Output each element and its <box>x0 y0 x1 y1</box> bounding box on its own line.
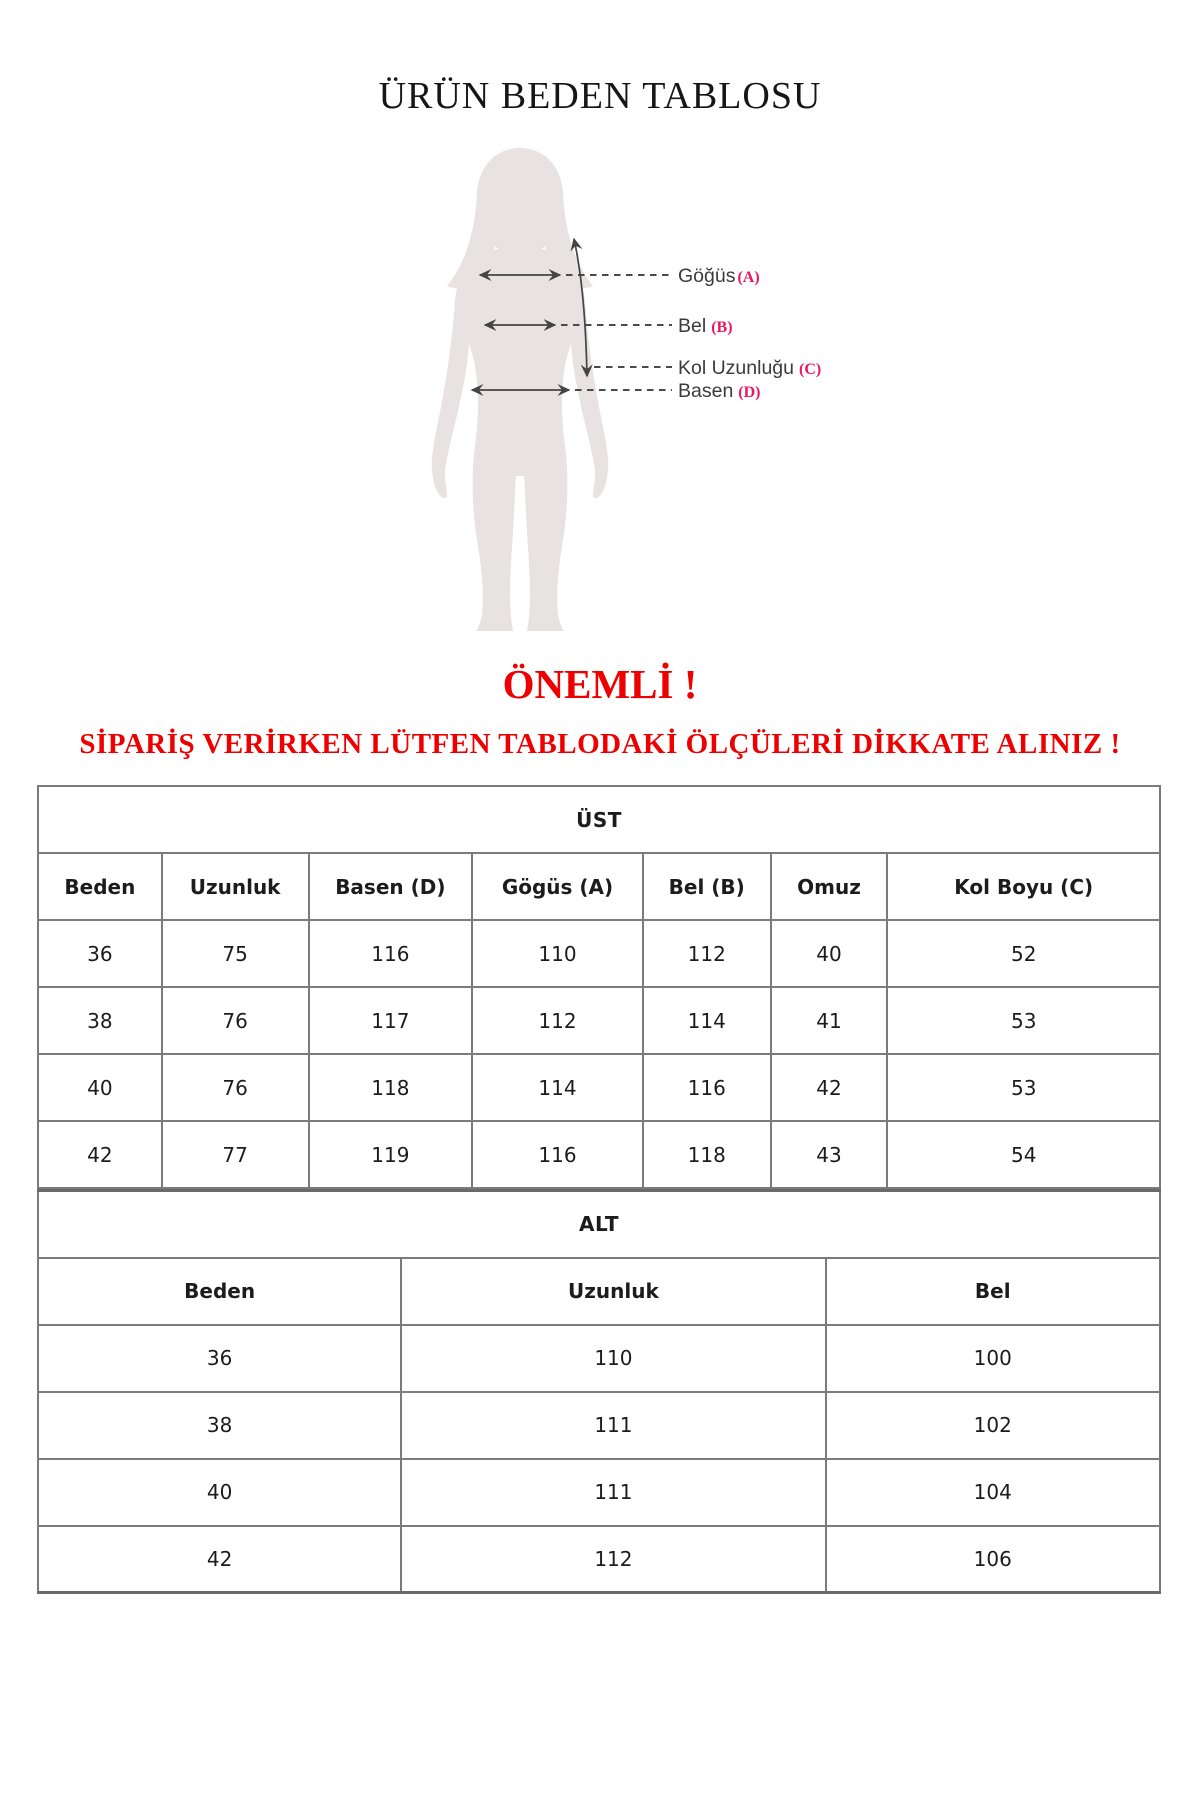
table-cell: 112 <box>472 987 643 1054</box>
table-cell: 76 <box>162 987 309 1054</box>
table-cell: 77 <box>162 1121 309 1188</box>
table-cell: 52 <box>887 920 1160 987</box>
table-cell: 111 <box>401 1459 825 1526</box>
table-cell: 36 <box>38 920 162 987</box>
table-cell: 117 <box>309 987 473 1054</box>
column-header-beden: Beden <box>38 853 162 920</box>
table-cell: 53 <box>887 1054 1160 1121</box>
table-row <box>38 1325 1160 1392</box>
arm-length-label: Kol Uzunluğu (C) <box>678 357 822 379</box>
table-cell: 38 <box>38 987 162 1054</box>
column-header-basen: Basen (D) <box>309 853 473 920</box>
table-row <box>38 1392 1160 1459</box>
page-title: ÜRÜN BEDEN TABLOSU <box>378 75 822 117</box>
column-header-uzunluk: Uzunluk <box>162 853 309 920</box>
table-cell: 54 <box>887 1121 1160 1188</box>
table-cell: 119 <box>309 1121 473 1188</box>
table-cell: 43 <box>771 1121 888 1188</box>
table-cell: 38 <box>38 1392 401 1459</box>
table-cell: 110 <box>401 1325 825 1392</box>
table-cell: 106 <box>826 1526 1160 1593</box>
body-measurement-diagram <box>280 140 840 645</box>
table-cell: 116 <box>472 1121 643 1188</box>
table-row <box>38 987 1160 1054</box>
column-header-uzunluk: Uzunluk <box>401 1258 825 1325</box>
measurement-figure <box>280 140 840 645</box>
table-cell: 112 <box>401 1526 825 1593</box>
table-cell: 76 <box>162 1054 309 1121</box>
table-cell: 53 <box>887 987 1160 1054</box>
alt-header-row <box>38 1258 1160 1325</box>
table-cell: 40 <box>38 1459 401 1526</box>
table-cell: 118 <box>309 1054 473 1121</box>
alt-section-title-row <box>38 1191 1160 1258</box>
ust-section-title: ÜST <box>38 786 1160 853</box>
table-cell: 102 <box>826 1392 1160 1459</box>
table-cell: 40 <box>38 1054 162 1121</box>
important-heading: ÖNEMLİ ! <box>502 661 698 707</box>
table-cell: 112 <box>643 920 771 987</box>
column-header-kol-boyu: Kol Boyu (C) <box>887 853 1160 920</box>
table-row <box>38 1121 1160 1188</box>
column-header-bel: Bel (B) <box>643 853 771 920</box>
alt-size-table <box>37 1189 1161 1594</box>
table-row <box>38 920 1160 987</box>
table-cell: 42 <box>38 1121 162 1188</box>
table-cell: 116 <box>309 920 473 987</box>
body-silhouette <box>432 246 609 631</box>
table-cell: 100 <box>826 1325 1160 1392</box>
table-cell: 36 <box>38 1325 401 1392</box>
column-header-beden: Beden <box>38 1258 401 1325</box>
table-cell: 40 <box>771 920 888 987</box>
table-row <box>38 1526 1160 1593</box>
hip-label: Basen (D) <box>678 380 761 402</box>
table-cell: 118 <box>643 1121 771 1188</box>
ust-header-row <box>38 853 1160 920</box>
table-cell: 41 <box>771 987 888 1054</box>
table-cell: 110 <box>472 920 643 987</box>
table-cell: 111 <box>401 1392 825 1459</box>
alt-section-title: ALT <box>38 1191 1160 1258</box>
ust-size-table <box>37 785 1161 1189</box>
column-header-omuz: Omuz <box>771 853 888 920</box>
column-header-gogus: Gögüs (A) <box>472 853 643 920</box>
column-header-bel: Bel <box>826 1258 1160 1325</box>
size-tables <box>37 785 1161 1594</box>
table-row <box>38 1459 1160 1526</box>
table-cell: 114 <box>472 1054 643 1121</box>
table-cell: 116 <box>643 1054 771 1121</box>
table-cell: 42 <box>38 1526 401 1593</box>
table-cell: 42 <box>771 1054 888 1121</box>
table-row <box>38 1054 1160 1121</box>
chest-label: Göğüs (A) <box>678 265 760 287</box>
table-cell: 114 <box>643 987 771 1054</box>
waist-label: Bel (B) <box>678 315 733 337</box>
ust-section-title-row <box>38 786 1160 853</box>
warning-text: SİPARİŞ VERİRKEN LÜTFEN TABLODAKİ ÖLÇÜLERİ DİKKATE ALINIZ ! <box>79 728 1121 760</box>
table-cell: 75 <box>162 920 309 987</box>
table-cell: 104 <box>826 1459 1160 1526</box>
